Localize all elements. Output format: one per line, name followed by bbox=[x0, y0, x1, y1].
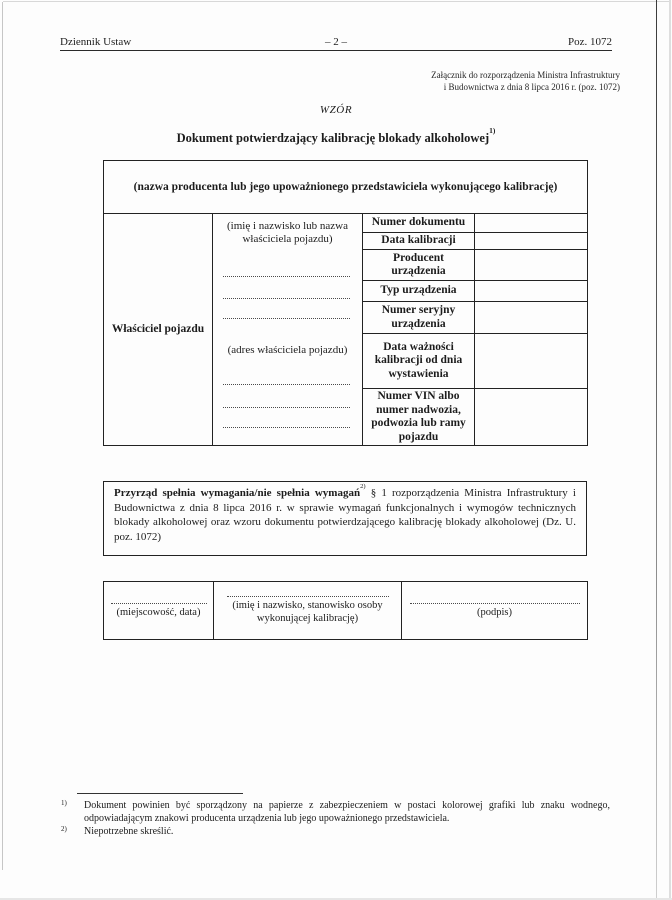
field-value-calibration-date bbox=[475, 233, 588, 250]
position-number: Poz. 1072 bbox=[568, 36, 612, 48]
field-label-vin-number: Numer VIN albo numer nadwozia, podwozia lub ramy pojazdu bbox=[363, 389, 475, 446]
signature-place-caption: (miejscowość, data) bbox=[116, 606, 201, 618]
field-value-validity-date bbox=[475, 334, 588, 389]
table-row bbox=[104, 582, 588, 640]
owner-info-cell bbox=[213, 214, 363, 446]
owner-label-cell: Właściciel pojazdu bbox=[104, 214, 213, 446]
owner-address-caption: (adres właściciela pojazdu) bbox=[227, 344, 348, 356]
field-label-document-number: Numer dokumentu bbox=[363, 214, 475, 233]
scan-edge-top bbox=[3, 1, 669, 2]
footnote-separator bbox=[77, 793, 243, 794]
signature-dotted-line bbox=[410, 603, 580, 604]
field-value-serial-number bbox=[475, 302, 588, 334]
statement-footnote-ref: 2) bbox=[360, 483, 366, 491]
table-row bbox=[104, 161, 588, 214]
field-value-device-type bbox=[475, 281, 588, 302]
signature-table bbox=[103, 581, 588, 640]
field-value-document-number bbox=[475, 214, 588, 233]
title-footnote-ref: 1) bbox=[489, 126, 496, 136]
signature-place-cell bbox=[104, 582, 214, 640]
footnote-1-text: Dokument powinien być sporządzony na papierze z zabezpieczeniem w postaci kolorowej grafiki lub znaku wodnego, odpowiadającym znakowi producenta urządzenia lub jego upoważnionego przedstawiciela. bbox=[84, 800, 610, 825]
table-row bbox=[104, 214, 588, 233]
signature-dotted-line bbox=[111, 603, 207, 604]
owner-name-caption: (imię i nazwisko lub nazwa właściciela pojazdu) bbox=[227, 220, 348, 245]
document-title-text: Dokument potwierdzający kalibrację blokady alkoholowej bbox=[176, 131, 490, 145]
fill-in-dotted-line bbox=[223, 276, 350, 277]
statement-bold-lead: Przyrząd spełnia wymagania/nie spełnia wymagań bbox=[114, 487, 361, 499]
footnote-2-text: Niepotrzebne skreślić. bbox=[84, 826, 174, 838]
specimen-label: WZÓR bbox=[319, 104, 353, 116]
signature-name-cell bbox=[214, 582, 402, 640]
footnote-2-ref: 2) bbox=[61, 825, 67, 834]
annex-note bbox=[0, 70, 620, 93]
statement-body: § 1 rozporządzenia Ministra Infrastruktury i Budownictwa z dnia 8 lipca 2016 r. w sprawie wymagań funkcjonalnych i wymogów technicznych blokady alkoholowej oraz wzoru dokumentu potwierdzającego kalibrację blokady alkoholowej (Dz. U. poz. 1072) bbox=[114, 487, 576, 543]
field-label-device-producer: Producent urządzenia bbox=[363, 250, 475, 281]
signature-sign-cell bbox=[402, 582, 588, 640]
fill-in-dotted-line bbox=[223, 384, 350, 385]
fill-in-dotted-line bbox=[223, 427, 350, 428]
signature-dotted-line bbox=[227, 596, 389, 597]
document-title bbox=[0, 126, 672, 146]
annex-note-line2: i Budownictwa z dnia 8 lipca 2016 r. (poz. 1072) bbox=[443, 81, 620, 92]
field-label-validity-date: Data ważności kalibracji od dnia wystawienia bbox=[363, 334, 475, 389]
signature-caption: (podpis) bbox=[477, 606, 512, 618]
field-label-device-type: Typ urządzenia bbox=[363, 281, 475, 302]
footnote-2 bbox=[60, 825, 610, 838]
fill-in-dotted-line bbox=[223, 298, 350, 299]
journal-title: Dziennik Ustaw bbox=[60, 36, 132, 48]
annex-note-line1: Załącznik do rozporządzenia Ministra Infrastruktury bbox=[431, 70, 620, 80]
footnote-1-ref: 1) bbox=[61, 799, 67, 808]
footnotes bbox=[60, 793, 610, 838]
field-label-calibration-date: Data kalibracji bbox=[363, 233, 475, 250]
statement-box bbox=[103, 481, 587, 556]
field-value-vin-number bbox=[475, 389, 588, 446]
fill-in-dotted-line bbox=[223, 318, 350, 319]
running-head bbox=[60, 36, 612, 51]
producer-header-cell: (nazwa producenta lub jego upoważnionego przedstawiciela wykonującego kalibrację) bbox=[104, 161, 588, 214]
field-label-serial-number: Numer seryjny urządzenia bbox=[363, 302, 475, 334]
calibration-table bbox=[103, 160, 588, 446]
fill-in-dotted-line bbox=[223, 407, 350, 408]
page-number: – 2 – bbox=[325, 36, 347, 48]
footnote-1 bbox=[60, 799, 610, 825]
field-value-device-producer bbox=[475, 250, 588, 281]
signature-name-caption: (imię i nazwisko, stanowisko osoby wykonującej kalibrację) bbox=[232, 600, 383, 624]
